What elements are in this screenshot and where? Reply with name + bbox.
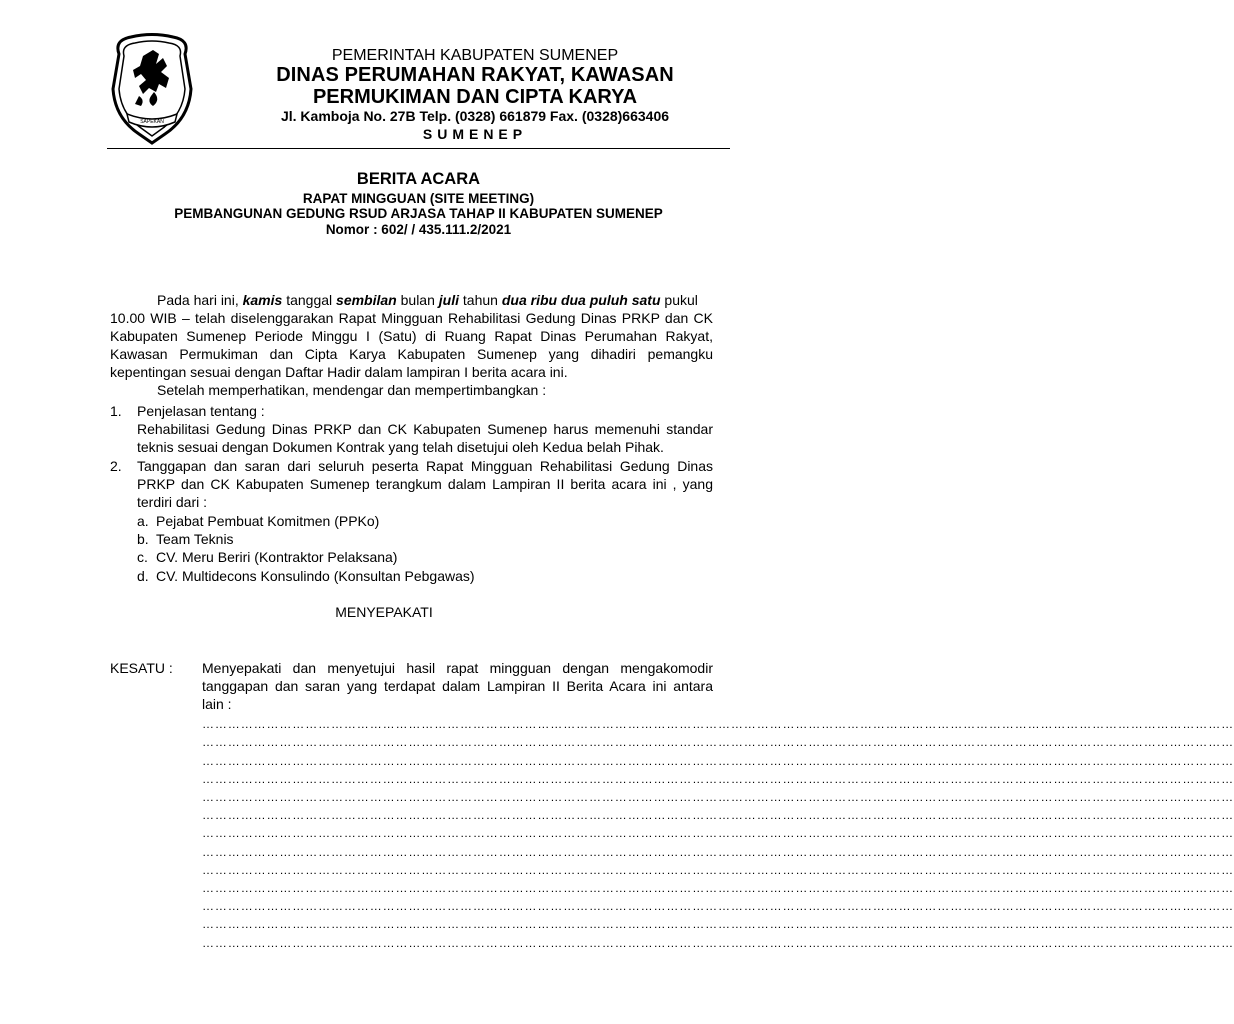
agency-address: Jl. Kamboja No. 27B Telp. (0328) 661879 Fax. (0328)663406: [280, 108, 670, 124]
party-b-letter: b.: [137, 531, 149, 547]
document-subtitle: RAPAT MINGGUAN (SITE MEETING): [302, 191, 535, 206]
agency-name-line2: PERMUKIMAN DAN CIPTA KARYA: [312, 86, 638, 108]
opening-line-6: Setelah memperhatikan, mendengar dan mempertimbangkan :: [157, 382, 547, 398]
kesatu-line-1: Menyepakati dan menyetujui hasil rapat mingguan dengan mengakomodir: [202, 660, 713, 676]
meeting-month: juli: [438, 292, 460, 308]
letterhead-divider: [107, 148, 730, 149]
project-name: PEMBANGUNAN GEDUNG RSUD ARJASA TAHAP II KABUPATEN SUMENEP: [174, 206, 663, 221]
party-c-letter: c.: [137, 549, 148, 565]
item-1-number: 1.: [110, 403, 122, 419]
opening-line-2: 10.00 WIB – telah diselenggarakan Rapat Mingguan Rehabilitasi Gedung Dinas PRKP dan CK: [110, 310, 713, 326]
item-2-line-1: Tanggapan dan saran dari seluruh peserta Rapat Mingguan Rehabilitasi Gedung Dinas: [137, 458, 713, 474]
kesatu-line-3: lain :: [202, 696, 232, 712]
item-1-title: Penjelasan tentang :: [137, 403, 265, 419]
fill-in-line: ……………………………………………………………………………………………………………………………………………………………………………………………………………………: [202, 863, 1234, 877]
fill-in-line: ……………………………………………………………………………………………………………………………………………………………………………………………………………………: [202, 717, 1234, 731]
kesatu-line-2: tanggapan dan saran yang terdapat dalam Lampiran II Berita Acara ini antara: [202, 678, 713, 694]
regency-shield-logo-icon: [109, 34, 195, 146]
fill-in-line: ……………………………………………………………………………………………………………………………………………………………………………………………………………………: [202, 754, 1234, 768]
fill-in-line: ……………………………………………………………………………………………………………………………………………………………………………………………………………………: [202, 808, 1234, 822]
agreement-heading: MENYEPAKATI: [335, 604, 433, 620]
party-d-text: CV. Multidecons Konsulindo (Konsultan Pebgawas): [156, 568, 475, 584]
meeting-year: dua ribu dua puluh satu: [501, 292, 661, 308]
meeting-day: kamis: [242, 292, 283, 308]
fill-in-line: ……………………………………………………………………………………………………………………………………………………………………………………………………………………: [202, 881, 1234, 895]
party-d-letter: d.: [137, 568, 149, 584]
party-a-letter: a.: [137, 513, 149, 529]
fill-in-line: ……………………………………………………………………………………………………………………………………………………………………………………………………………………: [202, 826, 1234, 840]
item-2-line-2: PRKP dan CK Kabupaten Sumenep terangkum dalam Lampiran II berita acara ini , yang: [137, 476, 713, 492]
item-2-number: 2.: [110, 458, 122, 474]
meeting-date: sembilan: [336, 292, 397, 308]
item-2-line-3: terdiri dari :: [137, 494, 208, 510]
party-a-text: Pejabat Pembuat Komitmen (PPKo): [156, 513, 380, 529]
fill-in-line: ……………………………………………………………………………………………………………………………………………………………………………………………………………………: [202, 899, 1234, 913]
opening-line-4: Kawasan Permukiman dan Cipta Karya Kabupaten Sumenep yang dihadiri pemangku: [110, 346, 713, 362]
government-name: PEMERINTAH KABUPATEN SUMENEP: [331, 47, 619, 64]
party-b-text: Team Teknis: [156, 531, 234, 547]
opening-line-5: kepentingan sesuai dengan Daftar Hadir dalam lampiran I berita acara ini.: [110, 364, 568, 380]
party-c-text: CV. Meru Beriri (Kontraktor Pelaksana): [156, 549, 398, 565]
fill-in-line: ……………………………………………………………………………………………………………………………………………………………………………………………………………………: [202, 772, 1234, 786]
document-number: Nomor : 602/ / 435.111.2/2021: [325, 222, 512, 237]
document-title: BERITA ACARA: [356, 170, 481, 188]
fill-in-line: ……………………………………………………………………………………………………………………………………………………………………………………………………………………: [202, 790, 1234, 804]
agency-name-line1: DINAS PERUMAHAN RAKYAT, KAWASAN: [276, 64, 674, 86]
fill-in-line: ……………………………………………………………………………………………………………………………………………………………………………………………………………………: [202, 936, 1234, 950]
fill-in-line: ……………………………………………………………………………………………………………………………………………………………………………………………………………………: [202, 735, 1234, 749]
item-1-line-1: Rehabilitasi Gedung Dinas PRKP dan CK Kabupaten Sumenep harus memenuhi standar: [137, 421, 713, 437]
opening-line-1: Pada hari ini, kamis tanggal sembilan bulan juli tahun dua ribu dua puluh satu pukul: [157, 292, 698, 308]
kesatu-label: KESATU :: [110, 660, 173, 676]
logo-ribbon-text: SAPEKAN: [140, 119, 164, 125]
item-1-line-2: teknis sesuai dengan Dokumen Kontrak yang telah disetujui oleh Kedua belah Pihak.: [137, 439, 664, 455]
agency-city: SUMENEP: [422, 126, 528, 142]
fill-in-line: ……………………………………………………………………………………………………………………………………………………………………………………………………………………: [202, 917, 1234, 931]
opening-line-3: Kabupaten Sumenep Periode Minggu I (Satu) di Ruang Rapat Dinas Perumahan Rakyat,: [110, 328, 713, 344]
fill-in-line: ……………………………………………………………………………………………………………………………………………………………………………………………………………………: [202, 845, 1234, 859]
